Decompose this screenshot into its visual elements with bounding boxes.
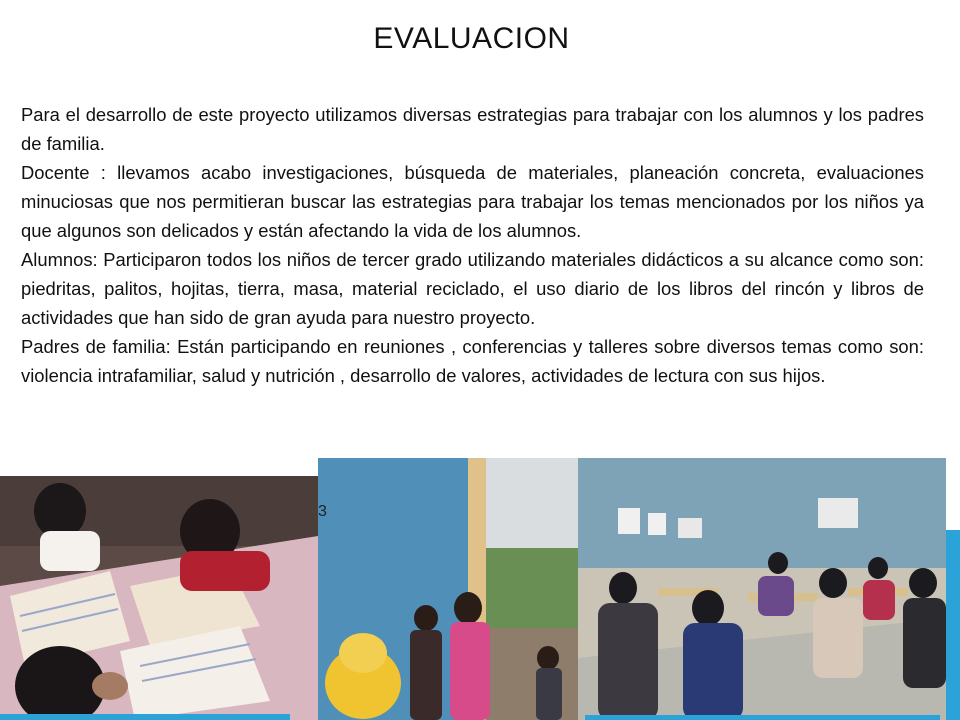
bottom-accent-bar-left	[0, 714, 290, 720]
photo-children-writing	[0, 476, 318, 720]
section-alumnos	[21, 245, 924, 332]
slide-title: EVALUACION	[373, 22, 570, 55]
slide-body	[21, 100, 924, 390]
classroom-number: 3	[318, 503, 327, 520]
intro-paragraph: Para el desarrollo de este proyecto utilizamos diversas estrategias para trabajar con los alumnos y los padres de familia.	[21, 104, 924, 154]
accent-bar	[946, 530, 960, 720]
section-padres	[21, 332, 924, 390]
photo-school-courtyard	[318, 458, 580, 720]
section-alumnos-text: Participaron todos los niños de tercer grado utilizando materiales didácticos a su alcance como son: piedritas, palitos, hojitas, tierra, masa, material reciclado, el uso diario de los libros del rincón y libros de actividades que han sido de gran ayuda para nuestro proyecto.	[21, 249, 924, 328]
section-docente-text: llevamos acabo investigaciones, búsqueda de materiales, planeación concreta, evaluaciones minuciosas que nos permitieran buscar las estrategias para trabajar los temas mencionados por los niños ya que algunos son delicados y están afectando la vida de los alumnos.	[21, 162, 925, 241]
photo-parents-meeting	[578, 458, 946, 720]
bottom-accent-bar-right	[585, 715, 940, 720]
section-padres-text: Están participando en reuniones , conferencias y talleres sobre diversos temas como son: violencia intrafamiliar, salud y nutrición , desarrollo de valores, actividades de lectura con sus hijos.	[21, 336, 924, 386]
section-padres-label: Padres de familia:	[21, 336, 171, 357]
section-alumnos-label: Alumnos:	[21, 249, 98, 270]
section-docente-label: Docente :	[21, 162, 106, 183]
section-docente	[21, 158, 924, 245]
